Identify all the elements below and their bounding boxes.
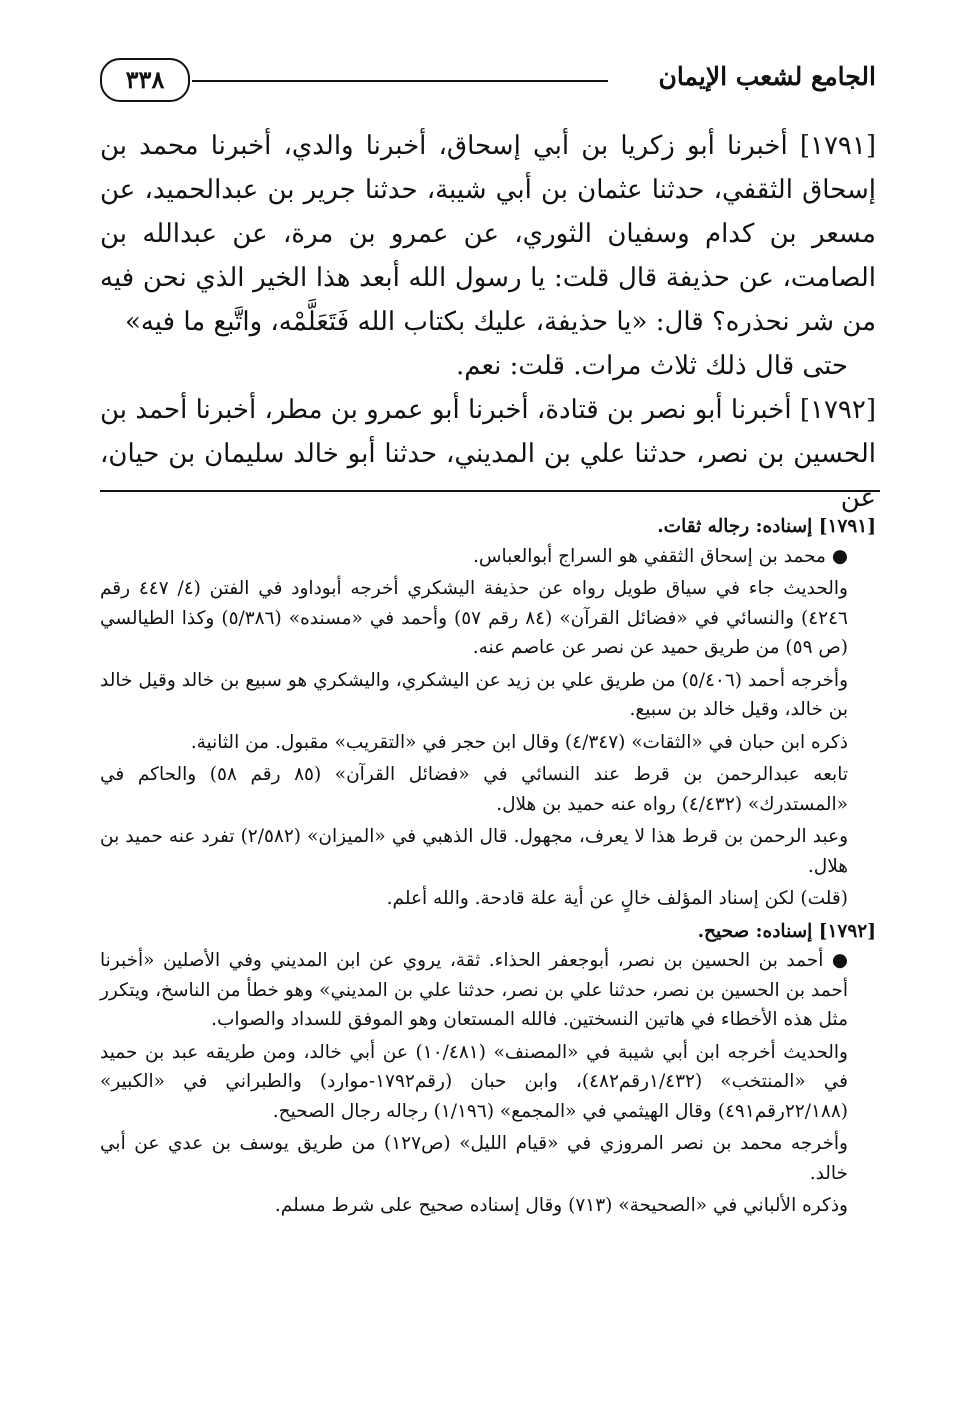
footnotes: [100, 512, 876, 1221]
book-title: الجامع لشعب الإيمان: [658, 62, 876, 91]
footnote-separator: [100, 490, 880, 492]
footnote-paragraph: (قلت) لكن إسناد المؤلف خالٍ عن أية علة قادحة. والله أعلم.: [386, 888, 848, 909]
footnote-heading-1792: [١٧٩٢] إسناده: صحيح.: [697, 920, 876, 942]
hadith-1792: [١٧٩٢] أخبرنا أبو نصر بن قتادة، أخبرنا أبو عمرو بن مطر، أخبرنا أحمد بن الحسين بن نصر، حدثنا علي بن المديني، حدثنا أبو خالد سليمان بن حيان، عن: [100, 395, 877, 513]
footnote-paragraph: وذكره الألباني في «الصحيحة» (٧١٣) وقال إسناده صحيح على شرط مسلم.: [274, 1195, 848, 1216]
footnote-paragraph: ذكره ابن حبان في «الثقات» (٤/٣٤٧) وقال ابن حجر في «التقريب» مقبول. من الثانية.: [190, 731, 848, 753]
hadith-1791: [١٧٩١] أخبرنا أبو زكريا بن أبي إسحاق، أخبرنا والدي، أخبرنا محمد بن إسحاق الثقفي، حدثنا عثمان بن أبي شيبة، حدثنا جرير بن عبدالحميد، عن مسعر بن كدام وسفيان الثوري، عن عمرو بن مرة، عن عبدالله بن الصامت، عن حذيفة قال قلت: يا رسول الله أبعد هذا الخير الذي نحن فيه من شر نحذره؟ قال: «يا حذيفة، عليك بكتاب الله فَتَعَلَّمْه، واتَّبع ما فيه»: [100, 131, 877, 337]
footnote-paragraph: تابعه عبدالرحمن بن قرط عند النسائي في «فضائل القرآن» (٨٥ رقم ٥٨) والحاكم في «المستدرك» (٤/٤٣٢) رواه عنه حميد بن هلال.: [100, 764, 848, 815]
footnote-paragraph: وأخرجه محمد بن نصر المروزي في «قيام الليل» (ص١٢٧) من طريق يوسف بن عدي عن أبي خالد.: [100, 1133, 848, 1184]
footnote-paragraph: والحديث أخرجه ابن أبي شيبة في «المصنف» (١٠/٤٨١) عن أبي خالد، ومن طريقه عبد بن حميد في «المنتخب» (١/٤٣٢رقم٤٨٢)، وابن حبان (رقم١٧٩٢-موارد) والطبراني في «الكبير» (٢٢/١٨٨رقم٤٩١) وقال الهيثمي في «المجمع» (١/١٩٦) رجاله رجال الصحيح.: [100, 1041, 848, 1122]
footnote-paragraph: والحديث جاء في سياق طويل رواه عن حذيفة اليشكري أخرجه أبوداود في الفتن (٤/ ٤٤٧ رقم ٤٢٤٦) والنسائي في «فضائل القرآن» (٨٤ رقم ٥٧) وأحمد في «مسنده» (٥/٣٨٦) وكذا الطيالسي (ص ٥٩) من طريق حميد عن نصر عن عاصم عنه.: [100, 578, 848, 658]
main-text: [100, 124, 876, 520]
footnote-bullet-1791: ● محمد بن إسحاق الثقفي هو السراج أبوالعباس.: [473, 545, 848, 567]
footnote-bullet-1792: ● أحمد بن الحسين بن نصر، أبوجعفر الحذاء. ثقة، يروي عن ابن المديني وفي الأصلين «أخبرنا أحمد بن الحسين بن نصر، حدثنا علي بن نصر، حدثنا علي بن المديني» وهو خطأ من الناسخ، ويتكرر مثل هذه الأخطاء في هاتين النسختين. فالله المستعان وهو الموفق للسداد والصواب.: [100, 950, 848, 1030]
footnote-heading-1791: [١٧٩١] إسناده: رجاله ثقات.: [657, 516, 876, 537]
header-rule: [192, 80, 608, 82]
hadith-1791-ending: حتى قال ذلك ثلاث مرات. قلت: نعم.: [456, 351, 848, 381]
footnote-paragraph: وعبد الرحمن بن قرط هذا لا يعرف، مجهول. قال الذهبي في «الميزان» (٢/٥٨٢) تفرد عنه حميد بن هلال.: [100, 826, 849, 877]
page-number: ٣٣٨: [100, 58, 190, 102]
running-header: [100, 56, 876, 106]
footnote-paragraph: وأخرجه أحمد (٥/٤٠٦) من طريق علي بن زيد عن اليشكري، واليشكري هو سبيع بن خالد وقيل خالد بن خالد، وقيل خالد بن سبيع.: [100, 669, 848, 720]
